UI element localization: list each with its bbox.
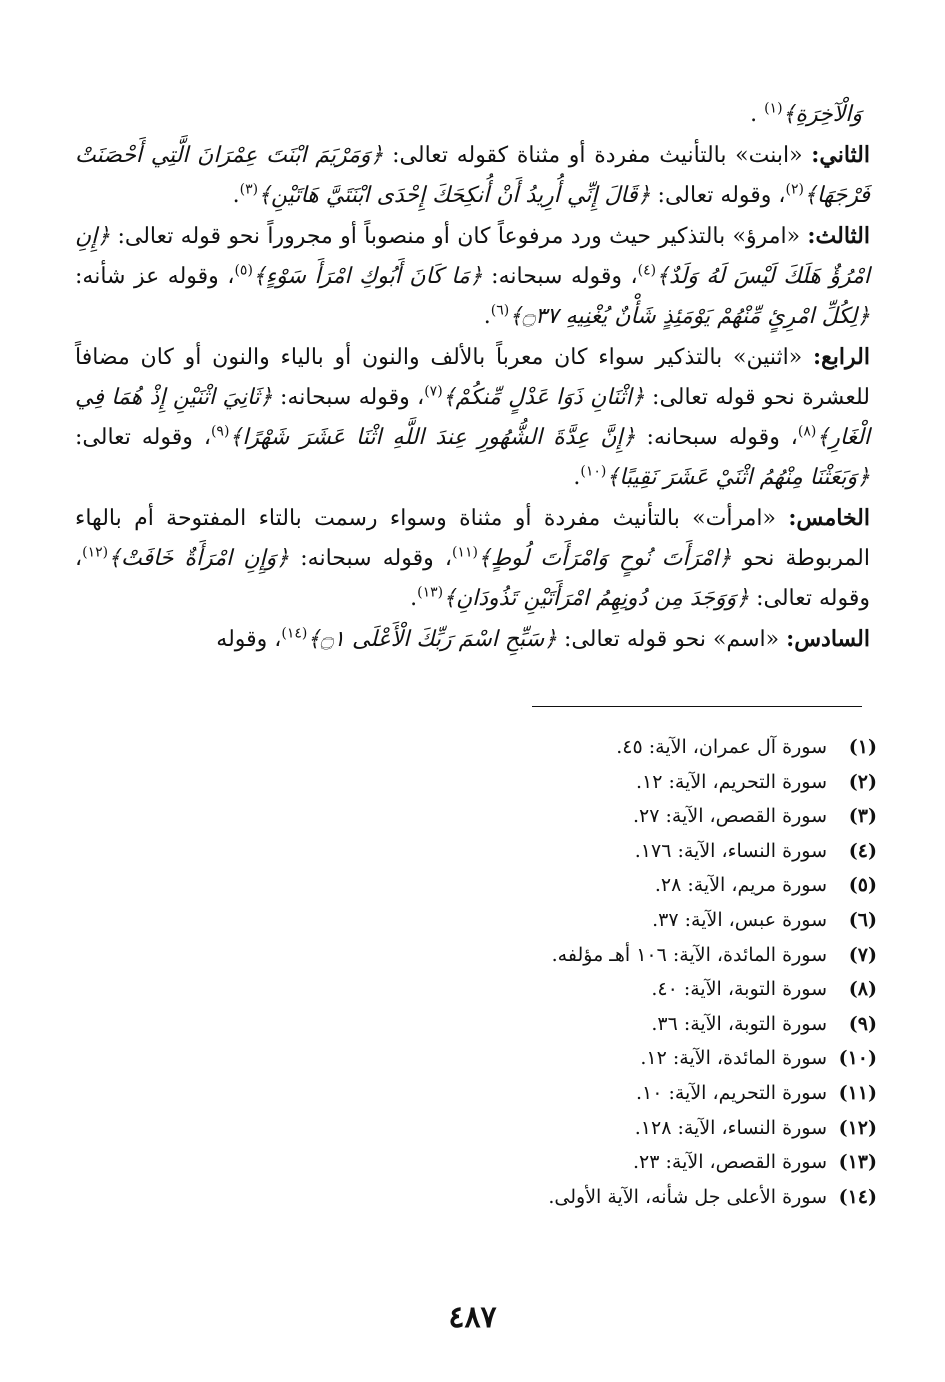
footnote-number: (٦) [848, 908, 877, 931]
paragraph-text: . [483, 304, 491, 329]
footnote-text: سورة النساء، الآية: ١٢٨. [634, 1116, 827, 1139]
paragraph [75, 135, 870, 216]
footnote-text: سورة التوبة، الآية: ٣٦. [651, 1012, 827, 1035]
footnote-number: (١٤) [838, 1185, 877, 1208]
paragraph-text: ، وقوله سبحانه: [272, 385, 425, 410]
paragraph [75, 216, 870, 337]
footnote-reference: (٧) [424, 383, 443, 400]
footnote-number: (١٠) [838, 1047, 877, 1070]
footnote-reference: (١١) [451, 544, 478, 561]
footnote-reference: (٩) [210, 423, 230, 440]
footnote-text: سورة مريم، الآية: ٢٨. [654, 874, 827, 897]
footnote-reference: (٣) [239, 181, 259, 198]
paragraph [75, 619, 870, 660]
paragraph-text: ، وقوله عز شأنه: [75, 264, 235, 289]
footnote-reference: (١) [764, 100, 783, 117]
quran-quote: ﴿وَإِنِ امْرَأَةٌ خَافَتْ﴾ [108, 546, 290, 571]
footnote-item [377, 1180, 877, 1215]
footnote-item [377, 834, 877, 869]
footnote-reference: (٢) [785, 181, 804, 198]
paragraph-text: . [410, 586, 418, 611]
paragraph-text: ، وقوله سبحانه: [482, 264, 638, 289]
footnote-number: (٣) [848, 805, 877, 828]
footnote-text: سورة القصص، الآية: ٢٣. [632, 1151, 827, 1174]
footnote-item [377, 938, 877, 973]
footnote-item [377, 1041, 877, 1076]
quran-quote: ﴿وَبَعَثْنَا مِنْهُمُ اثْنَيْ عَشَرَ نَقِيبًا﴾ [606, 465, 870, 490]
paragraph-text: ، وقوله تعالى: [75, 425, 211, 450]
paragraph-heading: السادس: [786, 626, 870, 652]
quran-quote: ﴿لِكُلِّ امْرِئٍ مِّنْهُمْ يَوْمَئِذٍ شَأْنٌ يُغْنِيهِ ۝٣٧﴾ [509, 304, 870, 329]
footnote-item [377, 868, 877, 903]
quran-quote: ﴿سَبِّحِ اسْمَ رَبِّكَ الْأَعْلَى ۝١﴾ [307, 627, 558, 652]
footnote-reference: (٦) [490, 302, 510, 319]
footnote-text: سورة المائدة، الآية: ١٢. [640, 1047, 827, 1070]
footnote-number: (٢) [848, 770, 877, 793]
footnote-number: (٤) [848, 839, 877, 862]
footnote-number: (٨) [848, 978, 877, 1001]
footnote-list [377, 730, 877, 1214]
quran-quote: ﴿امْرَأَتَ نُوحٍ وَامْرَأَتَ لُوطٍ﴾ [477, 546, 732, 571]
footnote-text: سورة التوبة، الآية: ٤٠. [651, 978, 827, 1001]
paragraph-text: «ابنت» بالتأنيث مفردة أو مثناة كقوله تعالى: [383, 143, 812, 168]
footnote-text: سورة عبس، الآية: ٣٧. [652, 908, 827, 931]
footnote-number: (١٣) [838, 1151, 877, 1174]
footnote-item [377, 1145, 877, 1180]
paragraph-text: ، وقوله سبحانه: [635, 425, 798, 450]
footnote-separator [532, 706, 862, 707]
paragraph-text: «امرؤ» بالتذكير حيث ورد مرفوعاً كان أو منصوباً أو مجروراً نحو قوله تعالى: [110, 224, 808, 249]
paragraph-heading: الخامس: [788, 505, 870, 531]
quran-quote: ﴿إِنِ امْرُؤٌ هَلَكَ لَيْسَ لَهُ وَلَدٌ﴾ [75, 224, 870, 289]
footnote-item [377, 972, 877, 1007]
quran-quote: ﴿قَالَ إِنِّي أُرِيدُ أَنْ أُنكِحَكَ إِحْدَى ابْنَتَيَّ هَاتَيْنِ﴾ [258, 183, 651, 208]
footnote-reference: (١٠) [580, 463, 607, 480]
footnote-text: سورة آل عمران، الآية: ٤٥. [616, 736, 827, 758]
paragraph-list [75, 135, 870, 660]
sentence-end: . [750, 102, 758, 127]
quran-quote: ﴿إِنَّ عِدَّةَ الشُّهُورِ عِندَ اللَّهِ اثْنَا عَشَرَ شَهْرًا﴾ [229, 425, 636, 450]
footnote-number: (٥) [848, 874, 877, 897]
continuation-line [75, 95, 870, 135]
paragraph-heading: الثاني: [811, 142, 870, 168]
footnote-item [377, 1111, 877, 1146]
quran-quote: ﴿وَوَجَدَ مِن دُونِهِمُ امْرَأَتَيْنِ تَذُودَانِ﴾ [443, 586, 750, 611]
footnote-item [377, 765, 877, 800]
footnote-item [377, 799, 877, 834]
footnote-text: سورة التحريم، الآية: ١٠. [635, 1081, 827, 1104]
footnote-number: (٩) [848, 1012, 877, 1035]
paragraph-text: «اثنين» بالتذكير سواء كان معرباً بالألف والنون أو بالياء والنون أو كان مضافاً للعشرة نحو قوله تعالى: [75, 345, 870, 410]
paragraph-text: «امرأت» بالتأنيث مفردة أو مثناة وسواء رسمت بالتاء المفتوحة أم بالهاء المربوطة نحو [75, 506, 870, 571]
quran-quote: ﴿وَمَرْيَمَ ابْنَتَ عِمْرَانَ الَّتِي أَحْصَنَتْ فَرْجَهَا﴾ [75, 143, 870, 208]
quran-quote: وَالْآخِرَةِ﴾ [782, 102, 862, 127]
paragraph-text: ، وقوله [216, 627, 282, 652]
footnote-number: (١) [848, 736, 877, 758]
footnote-reference: (٥) [234, 262, 253, 279]
paragraph-heading: الثالث: [807, 223, 870, 249]
footnote-reference: (١٢) [82, 544, 109, 561]
footnote-reference: (٤) [637, 262, 657, 279]
footnote-number: (٧) [848, 943, 877, 966]
paragraph-text: ، وقوله تعالى: [75, 546, 870, 611]
footnote-item [377, 1076, 877, 1111]
footnote-reference: (١٣) [417, 584, 444, 601]
footnote-number: (١٢) [838, 1116, 877, 1139]
paragraph [75, 337, 870, 498]
paragraph-text: . [232, 183, 240, 208]
paragraph-text: . [573, 465, 581, 490]
footnote-text: سورة التحريم، الآية: ١٢. [635, 770, 827, 793]
footnote-text: سورة المائدة، الآية: ١٠٦ أهـ مؤلفه. [551, 943, 827, 966]
footnote-text: سورة النساء، الآية: ١٧٦. [634, 839, 827, 862]
quran-quote: ﴿ثَانِيَ اثْنَيْنِ إِذْ هُمَا فِي الْغَارِ﴾ [75, 385, 871, 450]
paragraph-text: «اسم» نحو قوله تعالى: [557, 627, 787, 652]
main-text [75, 95, 870, 660]
footnote-reference: (١٤) [281, 625, 308, 642]
footnote-item [377, 1007, 877, 1042]
page-number: ٤٨٧ [448, 1300, 497, 1335]
paragraph-heading: الرابع: [812, 344, 870, 370]
footnote-number: (١١) [838, 1081, 877, 1104]
footnote-text: سورة الأعلى جل شأنه، الآية الأولى. [548, 1185, 827, 1208]
footnote-reference: (٨) [797, 423, 817, 440]
paragraph [75, 498, 870, 619]
footnote-item [377, 730, 877, 765]
paragraph-text: ، وقوله سبحانه: [289, 546, 452, 571]
quran-quote: ﴿اثْنَانِ ذَوَا عَدْلٍ مِّنكُمْ﴾ [442, 385, 645, 410]
footnote-item [377, 903, 877, 938]
paragraph-text: ، وقوله تعالى: [650, 183, 786, 208]
footnote-text: سورة القصص، الآية: ٢٧. [632, 805, 827, 828]
quran-quote: ﴿مَا كَانَ أَبُوكِ امْرَأَ سَوْءٍ﴾ [252, 264, 483, 289]
